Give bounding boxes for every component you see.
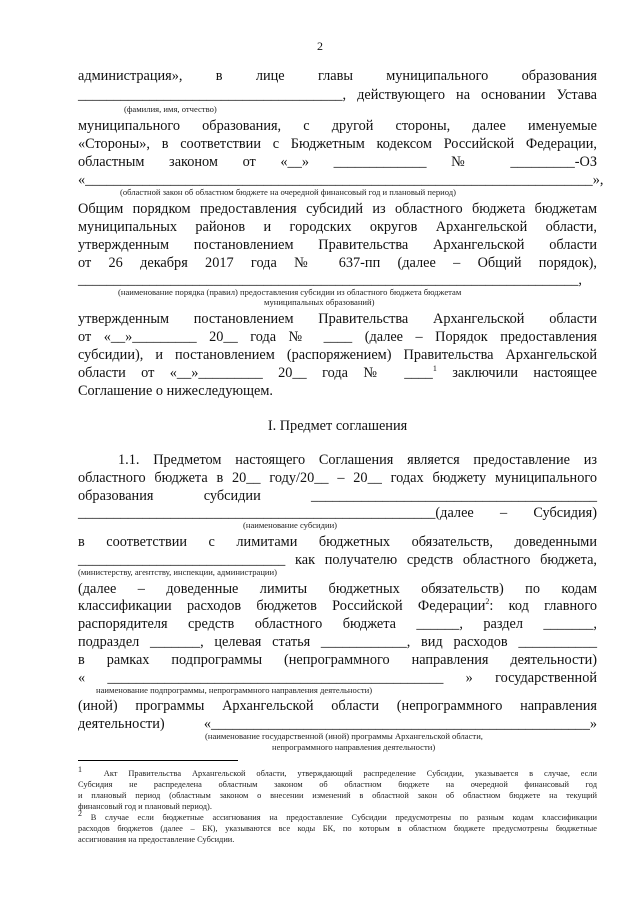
- caption-fio: (фамилия, имя, отчество): [124, 104, 217, 114]
- body-line: деятельности) «_____________________________________________________»: [78, 716, 597, 732]
- body-line: _____________________________________, действующего на основании Устава: [78, 87, 597, 103]
- footnote-ref-1[interactable]: 1: [432, 364, 437, 374]
- body-line: _____________________________ как получателю средств областного бюджета,: [78, 552, 597, 568]
- footnote-line: финансовый год и плановый период).: [78, 802, 212, 811]
- body-line: __________________________________________________(далее – Субсидия): [78, 505, 597, 521]
- footnote-separator: [78, 760, 238, 761]
- footnote-text: Акт Правительства Архангельской области, утверждающий распределение Субсидии, указывается в случае, если: [103, 769, 598, 778]
- body-text: области от «__»_________ 20__ года № ____: [78, 365, 433, 381]
- body-line: муниципального образования, с другой стороны, далее именуемые: [78, 118, 597, 134]
- body-line: утвержденным постановлением Правительства Архангельской области: [78, 311, 597, 327]
- body-line: утвержденным постановлением Правительства Архангельской области: [78, 237, 597, 253]
- body-line: от «__»_________ 20__ года № ____ (далее – Порядок предоставления: [78, 329, 597, 345]
- footnote-line: ассигнования на предоставление Субсидии.: [78, 835, 235, 844]
- body-line: « _______________________________________________ » государственной: [78, 670, 597, 686]
- section-heading: I. Предмет соглашения: [267, 418, 408, 434]
- body-text: классификации расходов бюджетов Российской Федерации: [78, 598, 486, 614]
- body-line: «Стороны», в соответствии с Бюджетным кодексом Российской Федерации,: [78, 136, 597, 152]
- body-line-with-footnote: [78, 598, 597, 615]
- body-line: подраздел _______, целевая статья ____________, вид расходов ___________: [78, 634, 597, 650]
- body-line: образования субсидии ________________________________________: [78, 488, 597, 504]
- body-line-with-footnote: [78, 365, 597, 382]
- caption-subprogram: наименование подпрограммы, непрограммного направления деятельности): [96, 685, 373, 695]
- body-line: областного бюджета в 20__ году/20__ – 20__ годах бюджету муниципального: [78, 470, 597, 486]
- caption-program: (наименование государственной (иной) программы Архангельской области,: [205, 731, 483, 741]
- body-line: ______________________________________________________________________,: [78, 272, 582, 288]
- caption-law: (областной закон об областном бюджете на очередной финансовый год и плановый период): [120, 187, 457, 197]
- caption-order: (наименование порядка (правил) предоставления субсидии из областного бюджета бюджетам: [118, 287, 462, 297]
- body-line: в рамках подпрограммы (непрограммного направления деятельности): [78, 652, 597, 668]
- caption-ministry: (министерству, агентству, инспекции, администрации): [78, 567, 277, 577]
- body-line: распорядителя средств областного бюджета ______, раздел _______,: [78, 616, 597, 632]
- caption-order: муниципальных образований): [264, 297, 375, 307]
- body-line: муниципальных районов и городских округов Архангельской области,: [78, 219, 597, 235]
- footnote-2: [78, 809, 597, 823]
- body-line: субсидии), и постановлением (распоряжением) Правительства Архангельской: [78, 347, 597, 363]
- footnote-line: Субсидия не распределена областным законом об областном бюджете на очередной финансовый год: [78, 780, 597, 789]
- footnote-text: В случае если бюджетные ассигнования на предоставление Субсидии предусмотрены по разным кодам классификации: [90, 813, 597, 822]
- footnote-mark: 1: [78, 765, 82, 775]
- caption-program: непрограммного направления деятельности): [272, 742, 436, 752]
- footnote-line: и плановый период (областным законом о внесении изменений в областной закон об областном бюджете на текущий: [78, 791, 597, 800]
- page-number: 2: [317, 39, 323, 53]
- body-line: в соответствии с лимитами бюджетных обязательств, доведенными: [78, 534, 597, 550]
- body-line: областным законом от «__» _____________ № _________-ОЗ: [78, 154, 597, 170]
- footnote-mark: 2: [78, 809, 82, 819]
- footnote-ref-2[interactable]: 2: [485, 597, 490, 607]
- footnote-line: расходов бюджетов (далее – БК), указываются все коды БК, по которым в областном бюджете предусмотрены бюджетные: [78, 824, 597, 833]
- body-line: (далее – доведенные лимиты бюджетных обязательств) по кодам: [78, 581, 597, 597]
- body-line: администрация», в лице главы муниципального образования: [78, 68, 597, 84]
- body-line: Соглашение о нижеследующем.: [78, 383, 274, 399]
- body-text: : код главного: [489, 598, 597, 614]
- body-line: «_______________________________________________________________________»,: [78, 172, 604, 188]
- body-text: заключили настоящее: [436, 365, 597, 381]
- body-line: (иной) программы Архангельской области (непрограммного направления: [78, 698, 597, 714]
- caption-subsidy: (наименование субсидии): [243, 520, 338, 530]
- body-line: 1.1. Предметом настоящего Соглашения является предоставление из: [118, 452, 597, 468]
- footnote-1: [78, 765, 598, 779]
- body-line: от 26 декабря 2017 года № 637-пп (далее – Общий порядок),: [78, 255, 597, 271]
- body-line: Общим порядком предоставления субсидий из областного бюджета бюджетам: [78, 201, 597, 217]
